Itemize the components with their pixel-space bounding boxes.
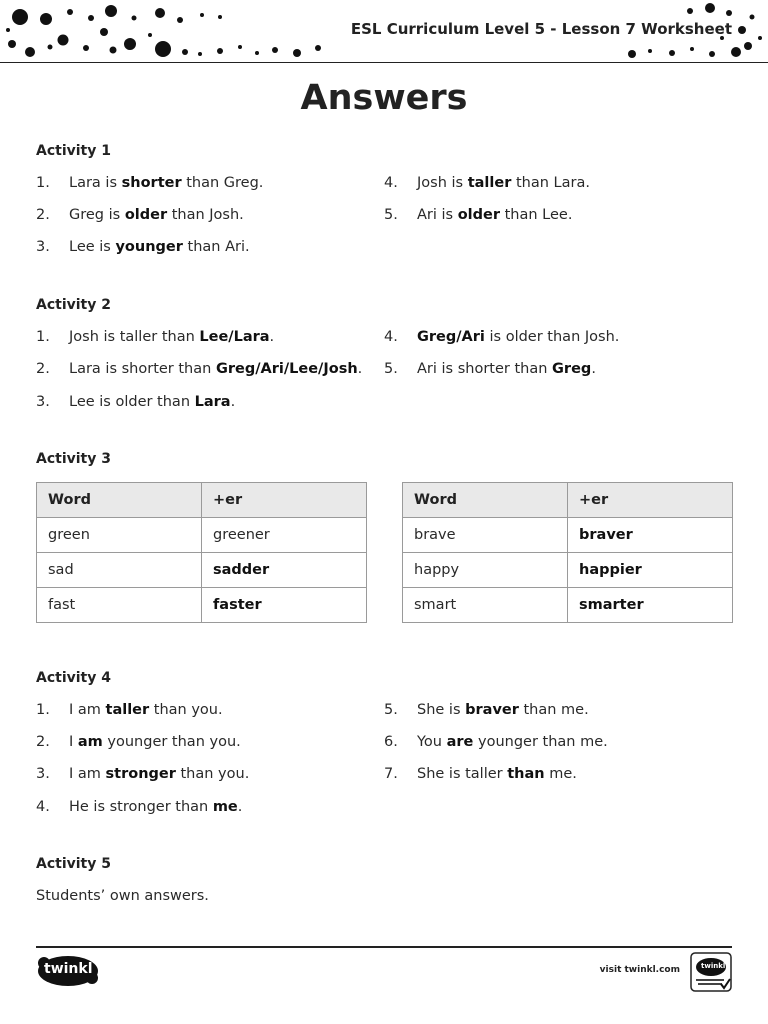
word-cell: happy [403,553,568,588]
item-number: 1. [36,702,50,718]
item-text: Lee is younger than Ari. [69,239,250,255]
table-row [403,588,733,623]
table-row [403,518,733,553]
item-text: I am taller than you. [69,702,223,718]
item-number: 6. [384,734,398,750]
table-row [403,553,733,588]
word-cell: fast [37,588,202,623]
er-cell: greener [202,518,367,553]
item-number: 3. [36,394,50,410]
activity-4-heading: Activity 4 [36,670,111,686]
item-text: Lee is older than Lara. [69,394,236,410]
word-cell: green [37,518,202,553]
item-number: 3. [36,239,50,255]
column-header-er: +er [202,483,367,518]
logo-text: twinkl [44,961,93,977]
word-table-2 [402,482,733,623]
item-number: 4. [384,329,398,345]
column-header-word: Word [403,483,568,518]
item-number: 2. [36,207,50,223]
item-number: 5. [384,207,398,223]
item-text: Ari is older than Lee. [417,207,573,223]
item-number: 1. [36,329,50,345]
word-cell: sad [37,553,202,588]
item-number: 2. [36,361,50,377]
activity-2-heading: Activity 2 [36,297,111,313]
activity-3-heading: Activity 3 [36,451,111,467]
item-text: Lara is shorter than Greg/Ari/Lee/Josh. [69,361,363,377]
item-text: She is taller than me. [417,766,577,782]
item-text: Josh is taller than Lee/Lara. [69,329,275,345]
item-number: 7. [384,766,398,782]
item-text: Greg is older than Josh. [69,207,244,223]
er-cell: happier [568,553,733,588]
item-text: Josh is taller than Lara. [417,175,590,191]
item-text: You are younger than me. [417,734,608,750]
table-header-row [37,483,367,518]
item-text: Lara is shorter than Greg. [69,175,264,191]
item-number: 2. [36,734,50,750]
table-header-row [403,483,733,518]
item-number: 4. [384,175,398,191]
item-number: 1. [36,175,50,191]
word-cell: smart [403,588,568,623]
table-row [37,518,367,553]
word-cell: brave [403,518,568,553]
item-text: She is braver than me. [417,702,589,718]
footer-divider [36,946,732,948]
er-cell: sadder [202,553,367,588]
column-header-word: Word [37,483,202,518]
activity-5-text: Students’ own answers. [36,888,209,904]
er-cell: braver [568,518,733,553]
item-text: I am stronger than you. [69,766,250,782]
item-text: Greg/Ari is older than Josh. [417,329,620,345]
item-number: 5. [384,702,398,718]
item-text: Ari is shorter than Greg. [417,361,596,377]
item-number: 4. [36,799,50,815]
activity-5-heading: Activity 5 [36,856,111,872]
badge-text: twinkl [701,962,726,970]
item-text: He is stronger than me. [69,799,243,815]
item-text: I am younger than you. [69,734,241,750]
quality-badge-icon [690,952,732,992]
table-row [37,553,367,588]
activity-1-heading: Activity 1 [36,143,111,159]
er-cell: smarter [568,588,733,623]
column-header-er: +er [568,483,733,518]
worksheet-title: ESL Curriculum Level 5 - Lesson 7 Worksheet [350,20,732,38]
page-title: Answers [300,78,468,118]
page-header [0,0,768,63]
table-row [37,588,367,623]
word-table-1 [36,482,367,623]
item-number: 5. [384,361,398,377]
visit-link[interactable]: visit twinkl.com [599,965,680,975]
item-number: 3. [36,766,50,782]
er-cell: faster [202,588,367,623]
